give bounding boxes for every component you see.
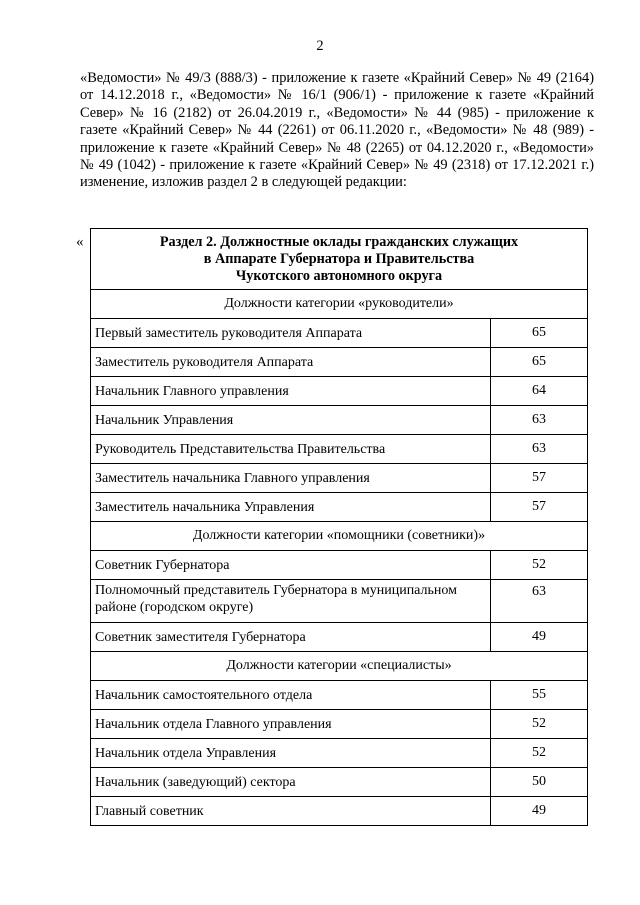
salary-value: 57	[491, 464, 588, 493]
page-number: 2	[316, 38, 324, 54]
position-name: Полномочный представитель Губернатора в муниципальном районе (городском округе)	[91, 580, 491, 623]
position-name: Начальник отдела Управления	[91, 739, 491, 768]
table-row	[91, 710, 588, 739]
salary-value: 52	[491, 551, 588, 580]
category-header: Должности категории «специалисты»	[91, 652, 588, 681]
position-name: Главный советник	[91, 797, 491, 826]
position-name: Советник Губернатора	[91, 551, 491, 580]
position-name: Заместитель руководителя Аппарата	[91, 348, 491, 377]
category-row	[91, 522, 588, 551]
salary-value: 49	[491, 623, 588, 652]
salary-value: 63	[491, 406, 588, 435]
salary-value: 64	[491, 377, 588, 406]
table-row	[91, 406, 588, 435]
table-row	[91, 551, 588, 580]
position-name: Начальник Управления	[91, 406, 491, 435]
position-name: Заместитель начальника Управления	[91, 493, 491, 522]
salary-value: 63	[491, 580, 588, 623]
position-name: Начальник самостоятельного отдела	[91, 681, 491, 710]
category-row	[91, 652, 588, 681]
salary-value: 52	[491, 739, 588, 768]
position-name: Руководитель Представительства Правительства	[91, 435, 491, 464]
category-header: Должности категории «помощники (советники)»	[91, 522, 588, 551]
salary-value: 55	[491, 681, 588, 710]
table-row	[91, 377, 588, 406]
opening-quote: «	[76, 234, 84, 250]
position-name: Начальник Главного управления	[91, 377, 491, 406]
position-name: Советник заместителя Губернатора	[91, 623, 491, 652]
position-name: Заместитель начальника Главного управления	[91, 464, 491, 493]
table-row	[91, 580, 588, 623]
salary-value: 65	[491, 348, 588, 377]
position-name: Первый заместитель руководителя Аппарата	[91, 319, 491, 348]
table-row	[91, 739, 588, 768]
table-row	[91, 319, 588, 348]
salary-value: 50	[491, 768, 588, 797]
salary-table	[90, 228, 588, 826]
table-row	[91, 435, 588, 464]
table-title	[91, 229, 588, 290]
salary-value: 57	[491, 493, 588, 522]
category-header: Должности категории «руководители»	[91, 290, 588, 319]
table-title-line: в Аппарате Губернатора и Правительства	[203, 250, 475, 267]
salary-value: 49	[491, 797, 588, 826]
table-row	[91, 623, 588, 652]
table-row	[91, 464, 588, 493]
table-title-line: Чукотского автономного округа	[235, 267, 443, 284]
table-title-line: Раздел 2. Должностные оклады гражданских служащих	[159, 233, 519, 250]
table-row	[91, 348, 588, 377]
table-row	[91, 768, 588, 797]
table-row	[91, 681, 588, 710]
category-row	[91, 290, 588, 319]
salary-value: 52	[491, 710, 588, 739]
table-title-row	[91, 229, 588, 290]
position-name: Начальник (заведующий) сектора	[91, 768, 491, 797]
salary-value: 63	[491, 435, 588, 464]
table-row	[91, 493, 588, 522]
table-row	[91, 797, 588, 826]
salary-value: 65	[491, 319, 588, 348]
intro-paragraph: «Ведомости» № 49/3 (888/3) - приложение к газете «Крайний Север» № 49 (2164) от 14.12.2018 г., «Ведомости» № 16/1 (906/1) - приложение к газете «Крайний Север» № 16 (2182) от 26.04.2019 г., «Ведомости» № 44 (985) - приложение к газете «Крайний Север» № 44 (2261) от 06.11.2020 г., «Ведомости» № 48 (989) - приложение к газете «Крайний Север» № 48 (2265) от 04.12.2020 г., «Ведомости» № 49 (1042) - приложение к газете «Крайний Север» № 49 (2318) от 17.12.2021 г.) изменение, изложив раздел 2 в следующей редакции:	[80, 70, 594, 191]
position-name: Начальник отдела Главного управления	[91, 710, 491, 739]
